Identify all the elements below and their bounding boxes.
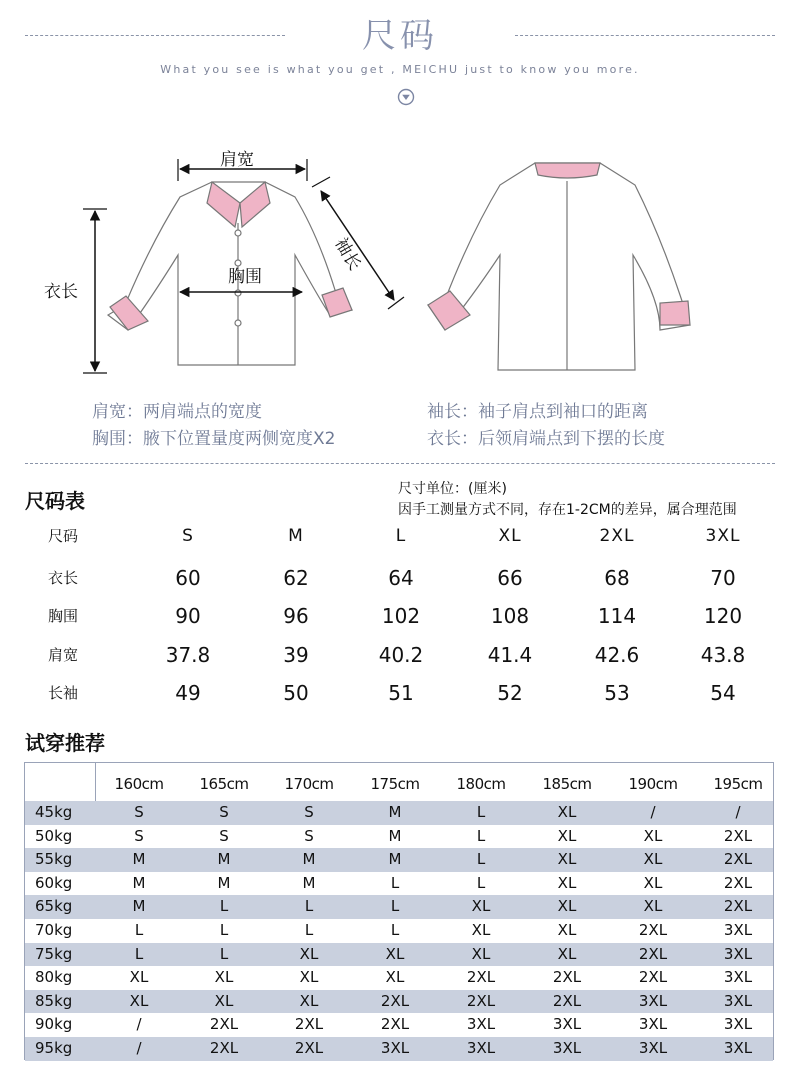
tolerance-note: 因手工测量方式不同，存在1-2CM的差异，属合理范围 xyxy=(398,502,737,518)
recommend-cell: 2XL xyxy=(638,944,668,963)
size-cell: 53 xyxy=(604,681,630,705)
recommend-cell: 2XL xyxy=(723,850,753,869)
size-cell: 42.6 xyxy=(594,643,640,667)
recommend-row xyxy=(25,990,773,1014)
recommend-cell: L xyxy=(390,873,400,892)
height-header: 195cm xyxy=(713,775,763,793)
recommend-row xyxy=(25,872,773,896)
recommend-cell: 3XL xyxy=(552,1039,582,1057)
height-header: 180cm xyxy=(456,775,506,793)
size-cell: 96 xyxy=(283,604,309,628)
recommend-cell: XL xyxy=(299,968,319,987)
size-cell: 70 xyxy=(710,566,736,590)
recommend-cell: M xyxy=(132,897,146,916)
recommend-cell: XL xyxy=(471,944,491,963)
chevron-down-icon xyxy=(397,88,415,106)
recommend-cell: XL xyxy=(643,897,663,916)
recommend-cell: S xyxy=(219,803,229,821)
recommend-cell: XL xyxy=(643,850,663,869)
recommend-cell: XL xyxy=(643,826,663,845)
recommend-cell: XL xyxy=(643,873,663,892)
recommend-row xyxy=(25,895,773,919)
recommend-cell: 2XL xyxy=(723,873,753,892)
recommend-cell: L xyxy=(390,897,400,916)
recommend-cell: 3XL xyxy=(638,1015,668,1034)
row-label: 肩宽 xyxy=(48,646,79,664)
size-cell: 108 xyxy=(490,604,530,628)
recommend-cell: 2XL xyxy=(209,1015,239,1034)
size-chart-row xyxy=(0,563,800,593)
recommend-cell: 3XL xyxy=(723,921,753,939)
recommend-cell: XL xyxy=(471,921,491,939)
shoulder-label: 肩宽 xyxy=(220,150,254,170)
recommend-cell: 3XL xyxy=(638,991,668,1010)
recommend-row xyxy=(25,848,773,872)
recommend-cell: S xyxy=(219,826,229,845)
recommend-cell: 3XL xyxy=(552,1015,582,1034)
row-label: 衣长 xyxy=(48,569,79,587)
recommend-cell: XL xyxy=(557,921,577,939)
recommend-cell: M xyxy=(217,873,231,892)
size-cell: 54 xyxy=(710,681,736,705)
recommend-cell: L xyxy=(304,921,314,939)
recommend-cell: XL xyxy=(385,968,405,987)
recommend-title: 试穿推荐 xyxy=(25,731,105,755)
recommend-cell: L xyxy=(390,921,400,939)
recommend-row xyxy=(25,966,773,990)
row-label: 长袖 xyxy=(48,684,79,702)
definition-shoulder: 肩宽：两肩端点的宽度 xyxy=(92,402,262,422)
recommend-cell: XL xyxy=(557,944,577,963)
recommend-cell: XL xyxy=(299,944,319,963)
size-header-label: 尺码 xyxy=(48,527,79,545)
recommend-cell: 2XL xyxy=(638,921,668,939)
unit-note: 尺寸单位：(厘米) xyxy=(398,481,507,497)
size-cell: 68 xyxy=(604,566,630,590)
definition-chest: 胸围：腋下位置量度两侧宽度X2 xyxy=(92,429,336,449)
recommend-cell: S xyxy=(304,826,314,845)
weight-label: 80kg xyxy=(35,968,73,987)
recommend-cell: M xyxy=(388,850,402,869)
recommend-header-row xyxy=(25,763,773,801)
recommend-row xyxy=(25,1013,773,1037)
recommend-cell: XL xyxy=(557,897,577,916)
recommend-cell: L xyxy=(134,944,144,963)
recommend-cell: 3XL xyxy=(723,1039,753,1057)
recommend-cell: S xyxy=(134,803,144,821)
size-cell: 37.8 xyxy=(165,643,211,667)
recommend-cell: / xyxy=(136,1015,142,1034)
recommend-row xyxy=(25,801,773,825)
height-header: 190cm xyxy=(628,775,678,793)
definition-sleeve: 袖长：袖子肩点到袖口的距离 xyxy=(427,402,648,422)
weight-label: 90kg xyxy=(35,1015,73,1034)
size-cell: 66 xyxy=(497,566,523,590)
recommend-cell: 2XL xyxy=(466,968,496,987)
recommend-cell: M xyxy=(388,803,402,821)
size-cell: 39 xyxy=(283,643,309,667)
recommend-cell: M xyxy=(388,826,402,845)
recommend-cell: XL xyxy=(385,944,405,963)
size-col-header: S xyxy=(182,526,194,546)
height-header: 185cm xyxy=(542,775,592,793)
size-cell: 51 xyxy=(388,681,414,705)
size-cell: 60 xyxy=(175,566,201,590)
recommend-cell: M xyxy=(132,850,146,869)
size-chart-header-row xyxy=(0,521,800,551)
recommend-cell: 2XL xyxy=(380,991,410,1010)
size-cell: 41.4 xyxy=(487,643,533,667)
chest-label: 胸围 xyxy=(228,267,262,287)
recommend-cell: M xyxy=(302,873,316,892)
recommend-cell: L xyxy=(219,944,229,963)
height-header: 160cm xyxy=(114,775,164,793)
recommend-cell: 3XL xyxy=(723,944,753,963)
weight-label: 55kg xyxy=(35,850,73,869)
recommend-cell: M xyxy=(302,850,316,869)
recommend-cell: XL xyxy=(214,968,234,987)
size-cell: 43.8 xyxy=(700,643,746,667)
recommend-cell: 2XL xyxy=(552,991,582,1010)
size-col-header: M xyxy=(288,526,304,546)
recommend-row xyxy=(25,919,773,943)
recommend-cell: L xyxy=(219,897,229,916)
recommend-cell: XL xyxy=(471,897,491,916)
recommend-cell: M xyxy=(217,850,231,869)
recommend-cell: 3XL xyxy=(723,968,753,987)
recommend-cell: 3XL xyxy=(723,991,753,1010)
recommend-cell: 2XL xyxy=(466,991,496,1010)
weight-label: 65kg xyxy=(35,897,73,916)
weight-label: 75kg xyxy=(35,944,73,963)
size-col-header: 2XL xyxy=(599,526,635,546)
recommend-cell: 3XL xyxy=(723,1015,753,1034)
recommend-cell: L xyxy=(476,850,486,869)
section-divider xyxy=(25,463,775,464)
size-cell: 90 xyxy=(175,604,201,628)
recommend-cell: L xyxy=(476,803,486,821)
page-title: 尺码 xyxy=(362,16,438,56)
page-subtitle: What you see is what you get , MEICHU just to know you more. xyxy=(160,63,640,76)
height-header: 175cm xyxy=(370,775,420,793)
sleeve-label: 袖长 xyxy=(330,234,365,274)
recommend-cell: L xyxy=(304,897,314,916)
size-chart-row xyxy=(0,640,800,670)
recommend-table xyxy=(24,762,774,1060)
size-cell: 40.2 xyxy=(378,643,424,667)
size-chart-row xyxy=(0,601,800,631)
definition-length: 衣长：后领肩端点到下摆的长度 xyxy=(427,429,665,449)
recommend-cell: 2XL xyxy=(209,1039,239,1057)
recommend-cell: L xyxy=(134,921,144,939)
weight-label: 60kg xyxy=(35,873,73,892)
size-col-header: L xyxy=(395,526,407,546)
size-cell: 62 xyxy=(283,566,309,590)
recommend-cell: XL xyxy=(557,826,577,845)
recommend-cell: 2XL xyxy=(380,1015,410,1034)
recommend-row xyxy=(25,943,773,967)
recommend-cell: 2XL xyxy=(294,1015,324,1034)
size-cell: 52 xyxy=(497,681,523,705)
weight-label: 95kg xyxy=(35,1039,73,1057)
size-cell: 49 xyxy=(175,681,201,705)
recommend-cell: M xyxy=(132,873,146,892)
row-label: 胸围 xyxy=(48,607,79,625)
recommend-cell: XL xyxy=(557,873,577,892)
size-cell: 64 xyxy=(388,566,414,590)
back-shirt-illustration xyxy=(428,163,690,370)
recommend-cell: 3XL xyxy=(638,1039,668,1057)
height-header: 165cm xyxy=(199,775,249,793)
size-col-header: 3XL xyxy=(705,526,741,546)
size-cell: 102 xyxy=(381,604,421,628)
recommend-cell: 3XL xyxy=(380,1039,410,1057)
recommend-cell: / xyxy=(650,803,656,821)
recommend-cell: S xyxy=(134,826,144,845)
recommend-cell: 2XL xyxy=(723,826,753,845)
size-cell: 114 xyxy=(597,604,637,628)
recommend-cell: / xyxy=(735,803,741,821)
recommend-row xyxy=(25,1037,773,1061)
recommend-cell: XL xyxy=(557,803,577,821)
recommend-cell: L xyxy=(219,921,229,939)
recommend-cell: XL xyxy=(129,991,149,1010)
garment-diagram xyxy=(0,125,800,395)
recommend-cell: / xyxy=(136,1039,142,1057)
weight-label: 85kg xyxy=(35,991,73,1010)
weight-label: 45kg xyxy=(35,803,73,821)
recommend-cell: 3XL xyxy=(466,1039,496,1057)
recommend-cell: 2XL xyxy=(552,968,582,987)
size-cell: 120 xyxy=(703,604,743,628)
recommend-cell: XL xyxy=(214,991,234,1010)
size-chart-row xyxy=(0,678,800,708)
recommend-cell: 3XL xyxy=(466,1015,496,1034)
weight-label: 70kg xyxy=(35,921,73,939)
weight-label: 50kg xyxy=(35,826,73,845)
recommend-cell: XL xyxy=(129,968,149,987)
recommend-cell: S xyxy=(304,803,314,821)
recommend-cell: 2XL xyxy=(638,968,668,987)
height-header: 170cm xyxy=(284,775,334,793)
recommend-cell: 2XL xyxy=(723,897,753,916)
recommend-cell: XL xyxy=(299,991,319,1010)
recommend-row xyxy=(25,825,773,849)
recommend-cell: L xyxy=(476,826,486,845)
recommend-cell: XL xyxy=(557,850,577,869)
size-cell: 50 xyxy=(283,681,309,705)
size-col-header: XL xyxy=(498,526,522,546)
recommend-cell: 2XL xyxy=(294,1039,324,1057)
recommend-cell: L xyxy=(476,873,486,892)
size-chart-title: 尺码表 xyxy=(25,489,85,513)
length-label: 衣长 xyxy=(44,282,78,302)
